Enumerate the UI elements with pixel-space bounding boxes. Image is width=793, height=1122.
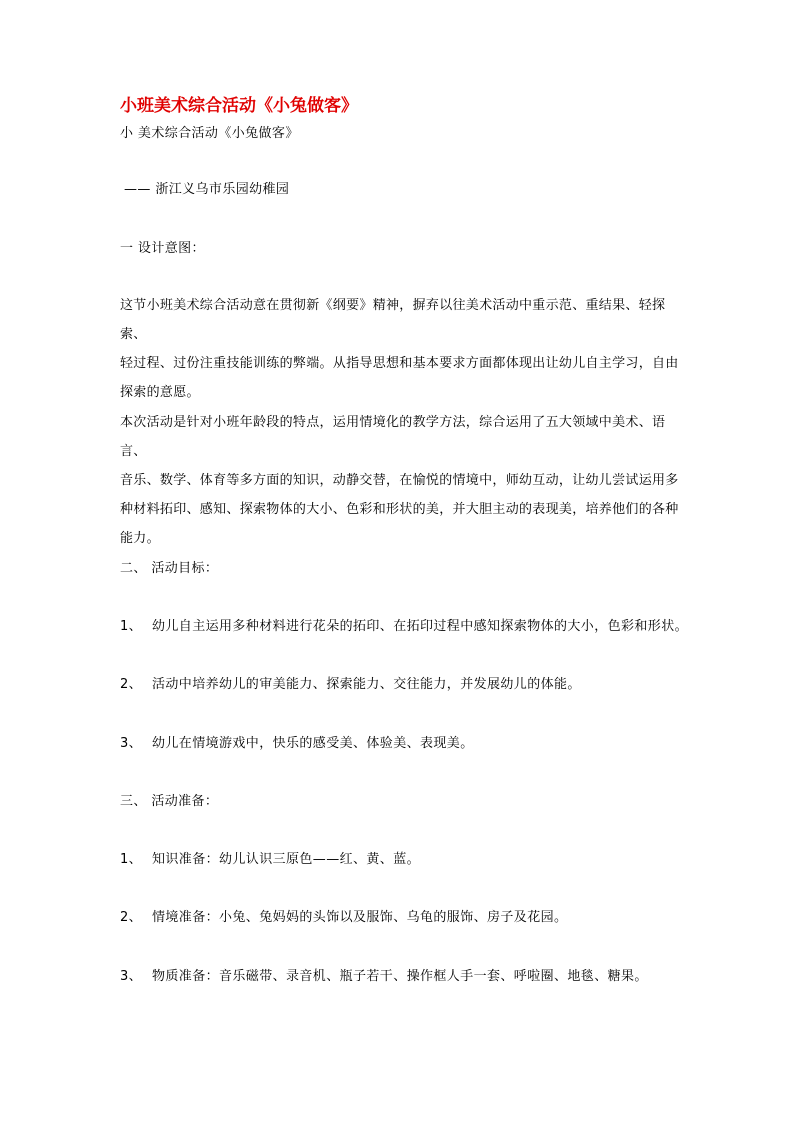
goal-item-1 <box>120 619 688 635</box>
section1-paragraph-1 <box>120 291 680 407</box>
list-text: 情境准备：小兔、兔妈妈的头饰以及服饰、乌龟的服饰、房子及花园。 <box>152 910 568 925</box>
document-source: —— 浙江义乌市乐园幼稚园 <box>124 182 290 197</box>
goal-item-2 <box>120 677 581 693</box>
list-text: 幼儿自主运用多种材料进行花朵的拓印、在拓印过程中感知探索物体的大小，色彩和形状。 <box>152 619 689 634</box>
prep-item-1 <box>120 852 420 868</box>
section1-paragraph-2 <box>120 408 680 553</box>
prep-item-3 <box>120 969 648 985</box>
paragraph-line: 轻过程、过份注重技能训练的弊端。从指导思想和基本要求方面都体现出让幼儿自主学习，自由 <box>120 356 679 371</box>
list-number: 3、 <box>120 969 143 984</box>
goal-item-3 <box>120 736 474 752</box>
paragraph-line: 种材料拓印、感知、探索物体的大小、色彩和形状的美，并大胆主动的表现美，培养他们的各种 <box>120 502 679 517</box>
section2-heading: 二、 活动目标： <box>120 561 219 576</box>
list-text: 活动中培养幼儿的审美能力、探索能力、交往能力，并发展幼儿的体能。 <box>152 677 581 692</box>
list-number: 1、 <box>120 852 143 867</box>
paragraph-line: 这节小班美术综合活动意在贯彻新《纲要》精神，摒弃以往美术活动中重示范、重结果、轻探索、 <box>120 298 666 342</box>
section1-heading: 一 设计意图： <box>120 241 205 256</box>
paragraph-line: 能力。 <box>120 531 160 546</box>
section3-heading: 三、 活动准备： <box>120 794 219 809</box>
document-title: 小班美术综合活动《小兔做客》 <box>120 96 358 116</box>
list-number: 1、 <box>120 619 143 634</box>
list-text: 知识准备：幼儿认识三原色——红、黄、蓝。 <box>152 852 421 867</box>
paragraph-line: 探索的意愿。 <box>120 385 200 400</box>
list-number: 2、 <box>120 677 143 692</box>
document-subtitle: 小 美术综合活动《小兔做客》 <box>120 126 299 141</box>
list-text: 幼儿在情境游戏中，快乐的感受美、体验美、表现美。 <box>152 736 474 751</box>
list-number: 3、 <box>120 736 143 751</box>
prep-item-2 <box>120 910 567 926</box>
list-number: 2、 <box>120 910 143 925</box>
paragraph-line: 本次活动是针对小班年龄段的特点，运用情境化的教学方法，综合运用了五大领域中美术、语言、 <box>120 415 666 459</box>
paragraph-line: 音乐、数学、体育等多方面的知识，动静交替，在愉悦的情境中，师幼互动，让幼儿尝试运用多 <box>120 473 679 488</box>
list-text: 物质准备：音乐磁带、录音机、瓶子若干、操作框人手一套、呼啦圈、地毯、糖果。 <box>152 969 648 984</box>
